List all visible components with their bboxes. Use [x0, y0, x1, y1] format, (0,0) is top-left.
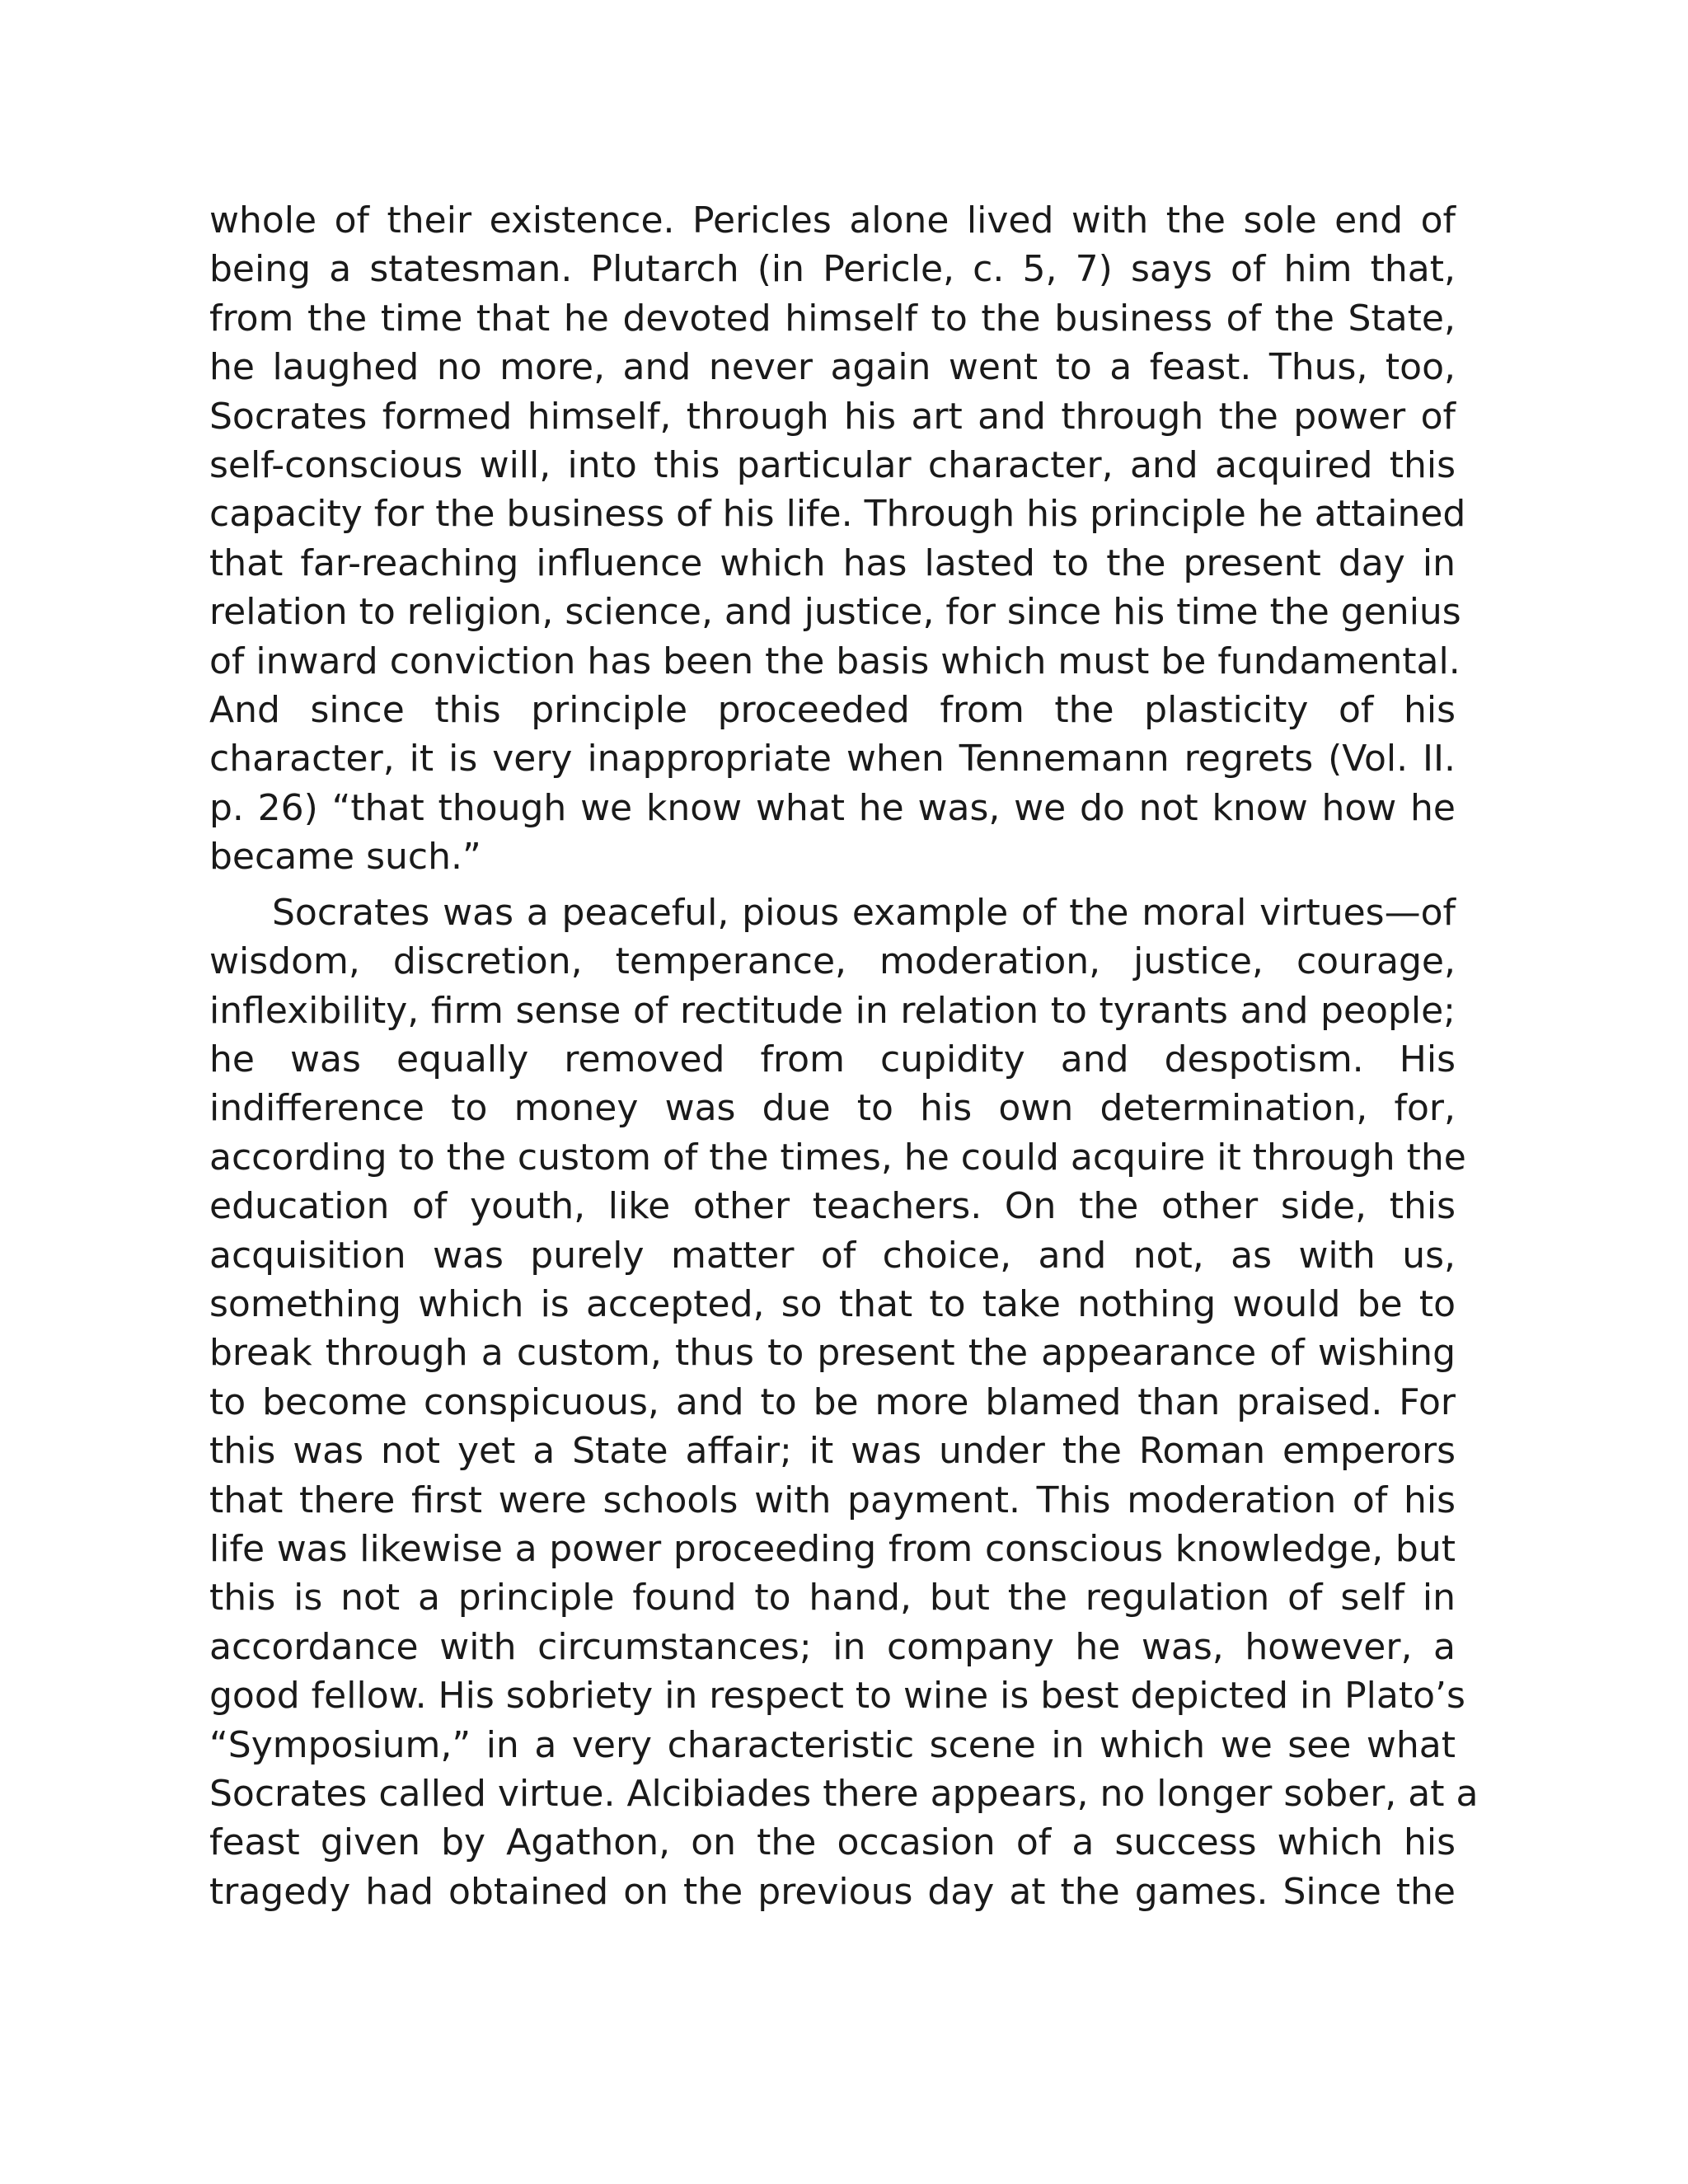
text-line: break through a custom, thus to present the appearance of wishing: [209, 1332, 1456, 1375]
text-line: “Symposium,” in a very characteristic scene in which we see what: [209, 1723, 1456, 1766]
text-line: accordance with circumstances; in company he was, however, a: [209, 1625, 1456, 1668]
paragraph-2: [209, 888, 1479, 1917]
text-line: acquisition was purely matter of choice, and not, as with us,: [209, 1234, 1456, 1277]
text-line: relation to religion, science, and justice, for since his time the genius: [209, 591, 1461, 634]
text-line: he was equally removed from cupidity and despotism. His: [209, 1038, 1456, 1080]
text-line: became such.”: [209, 836, 481, 879]
text-line: tragedy had obtained on the previous day at the games. Since the: [209, 1870, 1456, 1913]
text-line: good fellow. His sobriety in respect to wine is best depicted in Plato’s: [209, 1675, 1465, 1718]
text-line: he laughed no more, and never again went to a feast. Thus, too,: [209, 346, 1456, 389]
text-line: that there first were schools with payment. This moderation of his: [209, 1479, 1456, 1521]
text-line: Socrates was a peaceful, pious example of the moral virtues—of: [272, 891, 1456, 934]
text-line: of inward conviction has been the basis which must be fundamental.: [209, 640, 1461, 682]
text-line: Socrates formed himself, through his art and through the power of: [209, 395, 1456, 438]
body-text: [209, 196, 1479, 1916]
text-line: being a statesman. Plutarch (in Pericle, c. 5, 7) says of him that,: [209, 248, 1456, 291]
text-line: that far-reaching influence which has lasted to the present day in: [209, 541, 1456, 584]
text-line: wisdom, discretion, temperance, moderation, justice, courage,: [209, 940, 1456, 983]
text-line: And since this principle proceeded from the plasticity of his: [209, 689, 1456, 732]
text-line: this was not yet a State affair; it was under the Roman emperors: [209, 1430, 1456, 1473]
text-line: whole of their existence. Pericles alone lived with the sole end of: [209, 199, 1456, 241]
text-line: inflexibility, firm sense of rectitude in relation to tyrants and people;: [209, 989, 1456, 1032]
text-line: character, it is very inappropriate when Tennemann regrets (Vol. II.: [209, 738, 1456, 780]
text-line: feast given by Agathon, on the occasion of a success which his: [209, 1821, 1456, 1864]
text-line: education of youth, like other teachers. On the other side, this: [209, 1185, 1456, 1228]
text-line: something which is accepted, so that to take nothing would be to: [209, 1282, 1456, 1325]
text-line: according to the custom of the times, he could acquire it through the: [209, 1136, 1466, 1179]
text-line: this is not a principle found to hand, but the regulation of self in: [209, 1577, 1456, 1619]
text-line: self-conscious will, into this particular character, and acquired this: [209, 444, 1456, 487]
text-line: Socrates called virtue. Alcibiades there appears, no longer sober, at a: [209, 1773, 1479, 1815]
text-line: p. 26) “that though we know what he was, we do not know how he: [209, 786, 1456, 829]
paragraph-1: [209, 196, 1466, 882]
text-line: indifference to money was due to his own determination, for,: [209, 1087, 1456, 1130]
text-line: from the time that he devoted himself to the business of the State,: [209, 297, 1456, 340]
text-line: capacity for the business of his life. Through his principle he attained: [209, 493, 1466, 536]
text-line: life was likewise a power proceeding from conscious knowledge, but: [209, 1527, 1456, 1570]
text-line: to become conspicuous, and to be more blamed than praised. For: [209, 1380, 1456, 1423]
